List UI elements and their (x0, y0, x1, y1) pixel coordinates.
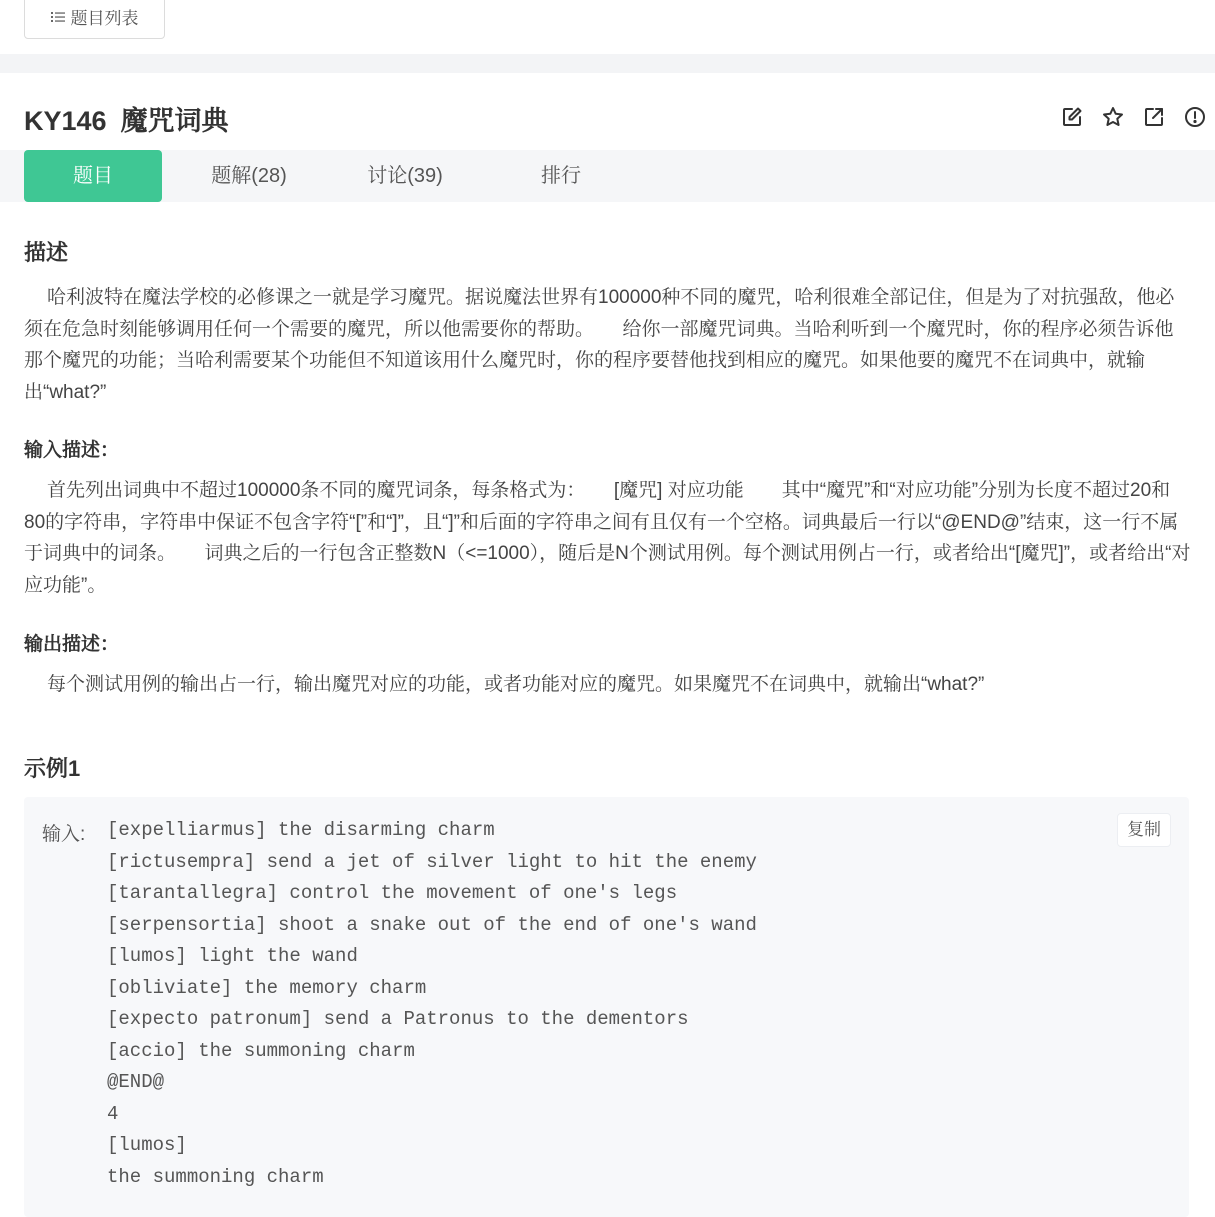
problem-id: KY146 (24, 106, 107, 136)
input-description-text: 首先列出词典中不超过100000条不同的魔咒词条，每条格式为： [魔咒] 对应功能 其中“魔咒”和“对应功能”分别为长度不超过20和80的字符串，字符串中保证不包含字符“[”和“]”，且“]”和后面的字符串之间有且仅有一个空格。词典最后一行以“@END@”结束，这一行不属于词典中的词条。 词典之后的一行包含正整数N（<=1000），随后是N个测试用例。每个测试用例占一行，或者给出“[魔咒]”，或者给出“对应功能”。 (24, 480, 1191, 596)
example-input-box (24, 797, 1189, 1217)
list-icon (51, 11, 65, 23)
tab-solutions[interactable]: 题解(28) (211, 165, 287, 187)
input-description-heading: 输入描述： (24, 440, 120, 461)
tab-bar (0, 150, 1215, 202)
example-input-code (107, 815, 757, 1193)
page-title (24, 99, 229, 138)
code-line: [lumos] light the wand (107, 945, 358, 967)
tab-discussion[interactable]: 讨论(39) (367, 165, 443, 187)
example-input-label: 输入: (42, 824, 86, 845)
share-icon[interactable] (1143, 106, 1165, 128)
code-line: [accio] the summoning charm (107, 1039, 415, 1062)
title-actions (1061, 106, 1206, 128)
output-description-text: 每个测试用例的输出占一行，输出魔咒对应的功能，或者功能对应的魔咒。如果魔咒不在词典中，就输出“what?” (47, 674, 985, 695)
copy-button[interactable]: 复制 (1117, 813, 1171, 847)
problem-list-label: 题目列表 (70, 9, 139, 28)
description-text: 哈利波特在魔法学校的必修课之一就是学习魔咒。据说魔法世界有100000种不同的魔咒，哈利很难全部记住，但是为了对抗强敌，他必须在危急时刻能够调用任何一个需要的魔咒，所以他需要你的帮助。 给你一部魔咒词典。当哈利听到一个魔咒时，你的程序必须告诉他那个魔咒的功能；当哈利需要某个功能但不知道该用什么魔咒时，你的程序要替他找到相应的魔咒。如果他要的魔咒不在词典中，就输出“what?” (24, 287, 1175, 403)
problem-name: 魔咒词典 (120, 106, 229, 136)
code-line: [lumos] (107, 1134, 187, 1156)
code-line: 4 (107, 1102, 119, 1125)
code-line: [tarantallegra] control the movement of one's legs (107, 882, 678, 904)
example-heading: 示例1 (24, 756, 81, 781)
output-description-heading: 输出描述： (24, 634, 120, 655)
tab-problem[interactable]: 题目 (24, 150, 162, 202)
code-line: [obliviate] the memory charm (107, 976, 427, 999)
edit-icon[interactable] (1061, 106, 1083, 128)
code-line: [expelliarmus] the disarming charm (107, 819, 495, 841)
code-line: [serpensortia] shoot a snake out of the end of one's wand (107, 913, 757, 936)
title-row (0, 73, 1215, 150)
code-line: [rictusempra] send a jet of silver light to hit the enemy (107, 850, 757, 873)
code-line: @END@ (107, 1071, 165, 1093)
code-line: the summoning charm (107, 1165, 324, 1188)
description-heading: 描述 (24, 240, 69, 265)
report-icon[interactable] (1184, 106, 1206, 128)
star-icon[interactable] (1102, 106, 1124, 128)
code-line: [expecto patronum] send a Patronus to the dementors (107, 1008, 689, 1030)
top-bar (0, 0, 1215, 54)
section-divider (0, 54, 1215, 73)
tab-ranking[interactable]: 排行 (541, 165, 581, 187)
problem-list-button[interactable] (24, 0, 165, 39)
